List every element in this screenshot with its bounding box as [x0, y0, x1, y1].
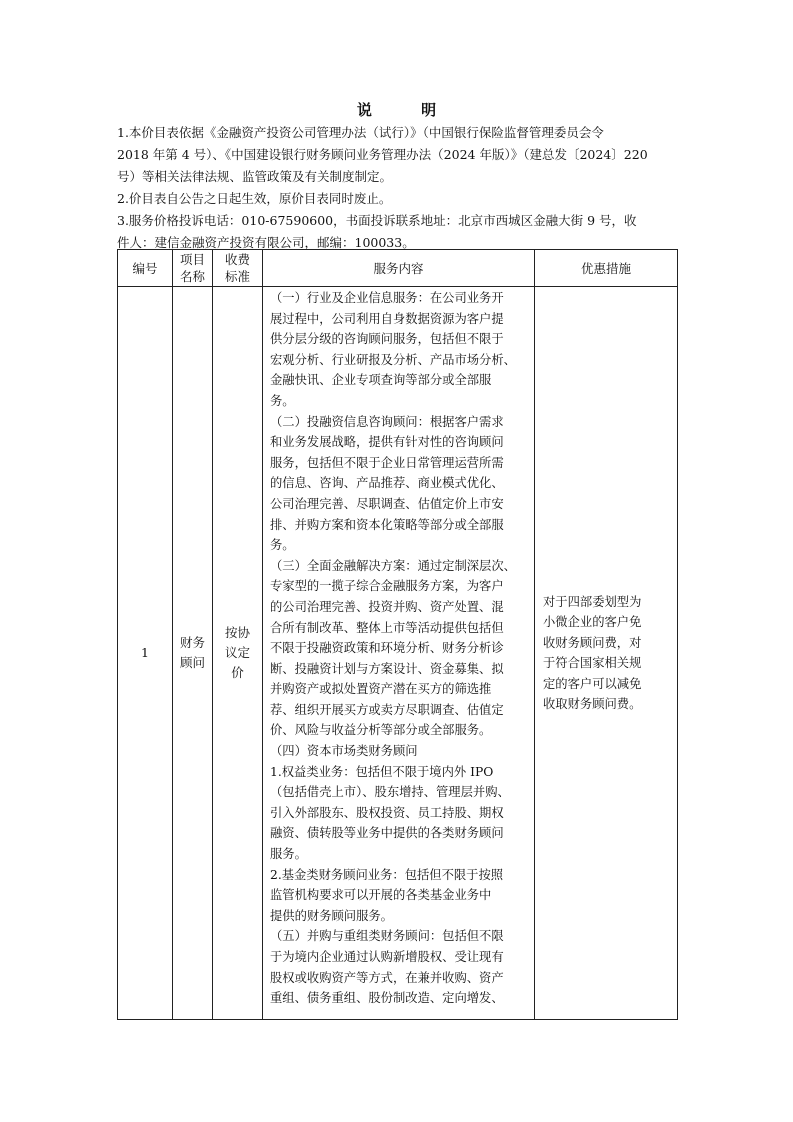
row-discount — [535, 287, 678, 1020]
content-line: 务。 — [270, 538, 295, 553]
header-number: 编号 — [118, 250, 173, 287]
row-number: 1 — [118, 287, 173, 1020]
header-discount: 优惠措施 — [535, 250, 678, 287]
discount-line: 于符合国家相关规 — [543, 656, 642, 670]
content-line: 服务。 — [270, 847, 307, 862]
row-fee-line: 议定 — [224, 645, 250, 660]
discount-line: 收财务顾问费，对 — [543, 635, 642, 650]
content-line: 不限于投融资政策和环境分析、财务分析诊 — [270, 641, 504, 656]
header-fee-standard — [213, 250, 263, 287]
content-line: 于为境内企业通过认购新增股权、受让现有 — [270, 950, 504, 964]
content-line: （一）行业及企业信息服务：在公司业务开 — [270, 291, 504, 305]
content-line: 监管机构要求可以开展的各类基金业务中 — [270, 888, 492, 903]
content-line: 务。 — [270, 393, 295, 408]
row-item-name-line: 财务 — [179, 635, 205, 650]
price-table — [117, 249, 678, 1020]
row-fee-line: 按协 — [224, 625, 250, 640]
content-line: 专家型的一揽子综合金融服务方案，为客户 — [270, 579, 504, 594]
content-line: 并购资产或拟处置资产潜在买方的筛选推 — [270, 682, 492, 697]
header-item-name-line: 名称 — [179, 269, 205, 284]
header-item-name-line: 项目 — [179, 252, 205, 267]
note-line: 2018 年第 4 号）、《中国建设银行财务顾问业务管理办法（2024 年版）》（建总发〔2024〕220 — [117, 147, 648, 162]
header-fee-line: 收费 — [224, 252, 250, 267]
content-line: 荐、组织开展买方或卖方尽职调查、估值定 — [270, 702, 504, 717]
content-line: （包括借壳上市）、股东增持、管理层并购、 — [270, 785, 510, 800]
page-title: 说 明 — [356, 101, 459, 119]
content-line: 和业务发展战略，提供有针对性的咨询顾问 — [270, 435, 504, 450]
content-line: （五）并购与重组类财务顾问：包括但不限 — [270, 929, 504, 944]
row-service-content — [263, 287, 535, 1020]
content-line: 1.权益类业务：包括但不限于境内外 IPO — [270, 764, 494, 779]
header-service-content: 服务内容 — [263, 250, 535, 287]
header-item-name — [173, 250, 213, 287]
content-line: 2.基金类财务顾问业务：包括但不限于按照 — [270, 867, 504, 882]
discount-line: 定的客户可以减免 — [543, 676, 642, 691]
content-line: 宏观分析、行业研报及分析、产品市场分析、 — [270, 352, 516, 367]
note-line: 号）等相关法律法规、监管政策及有关制度制定。 — [117, 169, 393, 184]
table-header-row — [118, 250, 678, 287]
row-item-name — [173, 287, 213, 1020]
content-line: 价、风险与收益分析等部分或全部服务。 — [270, 723, 492, 738]
content-line: 融资、债转股等业务中提供的各类财务顾问 — [270, 826, 504, 841]
note-line: 1.本价目表依据《金融资产投资公司管理办法（试行）》（中国银行保险监督管理委员会令 — [117, 125, 604, 140]
table-row — [118, 287, 678, 1020]
content-line: 股权或收购资产等方式，在兼并收购、资产 — [270, 970, 504, 985]
content-line: 断、投融资计划与方案设计、资金募集、拟 — [270, 661, 504, 676]
content-line: （二）投融资信息咨询顾问：根据客户需求 — [270, 414, 504, 429]
row-fee-line: 价 — [231, 665, 244, 680]
content-line: 金融快讯、企业专项查询等部分或全部服 — [270, 373, 492, 388]
header-fee-line: 标准 — [224, 269, 250, 284]
row-fee-standard — [213, 287, 263, 1020]
note-line: 件人：建信金融资产投资有限公司，邮编：100033。 — [117, 235, 415, 250]
discount-line: 收取财务顾问费。 — [543, 697, 642, 711]
content-line: 提供的财务顾问服务。 — [270, 908, 393, 923]
content-line: 服务，包括但不限于企业日常管理运营所需 — [270, 455, 504, 470]
content-line: 引入外部股东、股权投资、员工持股、期权 — [270, 805, 504, 820]
content-line: （三）全面金融解决方案：通过定制深层次、 — [270, 558, 516, 573]
content-line: 供分层分级的咨询顾问服务，包括但不限于 — [270, 332, 504, 347]
content-line: 的公司治理完善、投资并购、资产处置、混 — [270, 599, 504, 614]
content-line: 公司治理完善、尽职调查、估值定价上市安 — [270, 496, 504, 511]
notes-section — [117, 122, 677, 254]
content-line: 重组、债务重组、股份制改造、定向增发、 — [270, 991, 504, 1006]
content-line: 展过程中，公司利用自身数据资源为客户提 — [270, 311, 504, 326]
content-line: （四）资本市场类财务顾问 — [270, 744, 418, 759]
note-line: 2.价目表自公告之日起生效，原价目表同时废止。 — [117, 191, 392, 206]
content-line: 排、并购方案和资本化策略等部分或全部服 — [270, 517, 504, 532]
content-line: 合所有制改革、整体上市等活动提供包括但 — [270, 620, 504, 635]
row-item-name-line: 顾问 — [179, 655, 205, 670]
content-line: 的信息、咨询、产品推荐、商业模式优化、 — [270, 476, 504, 491]
discount-line: 小微企业的客户免 — [543, 615, 642, 629]
note-line: 3.服务价格投诉电话：010-67590600，书面投诉联系地址：北京市西城区金融大街 9 号，收 — [117, 213, 637, 228]
discount-line: 对于四部委划型为 — [543, 594, 642, 609]
